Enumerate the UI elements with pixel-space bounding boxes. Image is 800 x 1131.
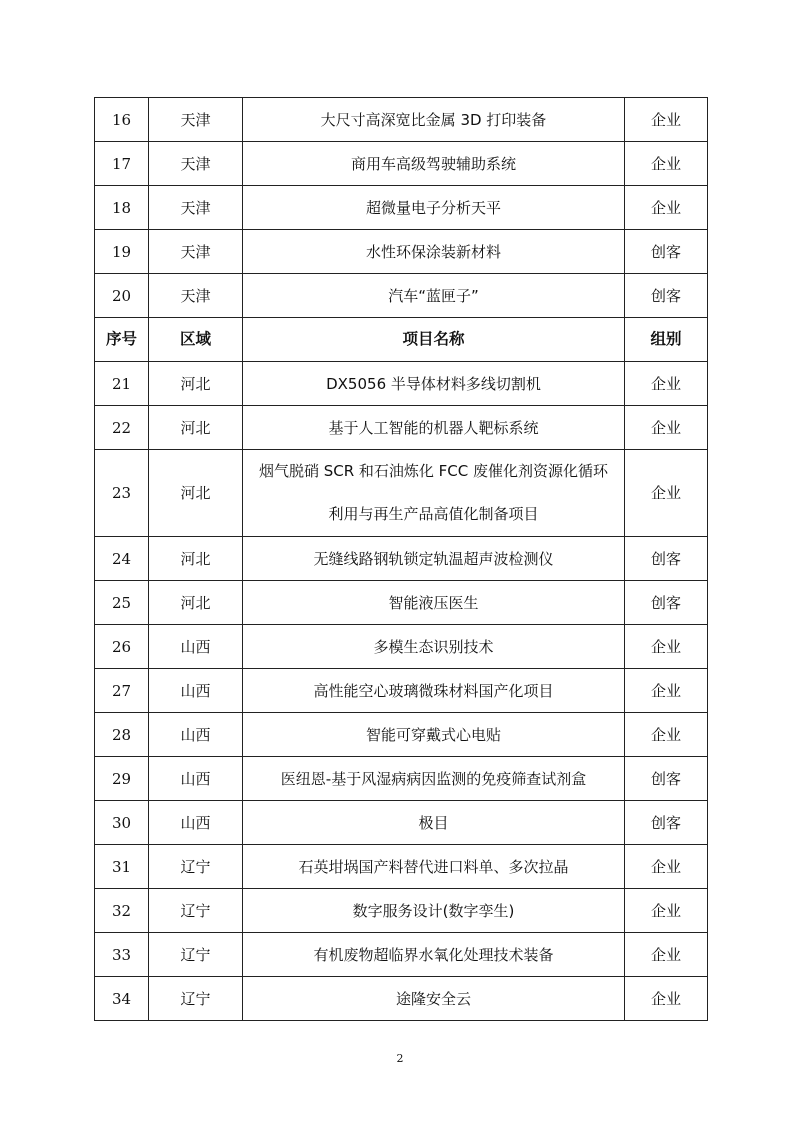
- row-region: 河北: [149, 537, 243, 581]
- row-group: 创客: [625, 274, 708, 318]
- row-project: 水性环保涂装新材料: [243, 230, 625, 274]
- table-row: [95, 889, 708, 933]
- row-group: 企业: [625, 98, 708, 142]
- row-number: 26: [95, 625, 149, 669]
- row-region: 辽宁: [149, 845, 243, 889]
- project-table: [94, 97, 708, 1021]
- header-region: 区域: [149, 318, 243, 362]
- row-group: 创客: [625, 757, 708, 801]
- table-row: [95, 406, 708, 450]
- header-group: 组别: [625, 318, 708, 362]
- row-region: 天津: [149, 142, 243, 186]
- page-number: 2: [396, 1052, 404, 1065]
- row-number: 34: [95, 977, 149, 1021]
- row-region: 山西: [149, 801, 243, 845]
- row-group: 企业: [625, 889, 708, 933]
- row-region: 山西: [149, 713, 243, 757]
- table-row: [95, 581, 708, 625]
- row-number: 21: [95, 362, 149, 406]
- row-group: 企业: [625, 977, 708, 1021]
- table-row: [95, 713, 708, 757]
- row-number: 28: [95, 713, 149, 757]
- table-row: [95, 98, 708, 142]
- row-number: 27: [95, 669, 149, 713]
- row-group: 创客: [625, 537, 708, 581]
- row-region: 天津: [149, 186, 243, 230]
- table-row: [95, 933, 708, 977]
- row-project: 有机废物超临界水氧化处理技术装备: [243, 933, 625, 977]
- row-group: 企业: [625, 669, 708, 713]
- row-number: 25: [95, 581, 149, 625]
- row-project-line-1: 烟气脱硝 SCR 和石油炼化 FCC 废催化剂资源化循环: [258, 462, 609, 480]
- row-region: 河北: [149, 581, 243, 625]
- row-region: 天津: [149, 230, 243, 274]
- row-project: [243, 450, 625, 537]
- row-region: 山西: [149, 757, 243, 801]
- row-region: 辽宁: [149, 889, 243, 933]
- row-project: 石英坩埚国产料替代进口料单、多次拉晶: [243, 845, 625, 889]
- row-project: 高性能空心玻璃微珠材料国产化项目: [243, 669, 625, 713]
- row-project: 大尺寸高深宽比金属 3D 打印装备: [243, 98, 625, 142]
- row-project: 超微量电子分析天平: [243, 186, 625, 230]
- table-row: [95, 537, 708, 581]
- table-row: [95, 450, 708, 537]
- table-row: [95, 625, 708, 669]
- row-group: 创客: [625, 581, 708, 625]
- row-number: 33: [95, 933, 149, 977]
- header-number: 序号: [95, 318, 149, 362]
- row-project-line-2: 利用与再生产品高值化制备项目: [328, 505, 539, 523]
- row-project: DX5056 半导体材料多线切割机: [243, 362, 625, 406]
- row-number: 23: [95, 450, 149, 537]
- table-row: [95, 142, 708, 186]
- row-group: 创客: [625, 230, 708, 274]
- header-project: 项目名称: [243, 318, 625, 362]
- row-region: 河北: [149, 450, 243, 537]
- row-project: 汽车“蓝匣子”: [243, 274, 625, 318]
- row-project: 途隆安全云: [243, 977, 625, 1021]
- row-group: 创客: [625, 801, 708, 845]
- table-row: [95, 230, 708, 274]
- row-number: 17: [95, 142, 149, 186]
- row-group: 企业: [625, 406, 708, 450]
- row-number: 16: [95, 98, 149, 142]
- row-region: 辽宁: [149, 977, 243, 1021]
- row-region: 河北: [149, 406, 243, 450]
- row-project: 智能可穿戴式心电贴: [243, 713, 625, 757]
- row-group: 企业: [625, 625, 708, 669]
- row-group: 企业: [625, 933, 708, 977]
- row-number: 19: [95, 230, 149, 274]
- row-number: 24: [95, 537, 149, 581]
- table-row: [95, 757, 708, 801]
- table-row: [95, 362, 708, 406]
- row-region: 天津: [149, 274, 243, 318]
- row-project: 基于人工智能的机器人靶标系统: [243, 406, 625, 450]
- row-group: 企业: [625, 450, 708, 537]
- row-group: 企业: [625, 845, 708, 889]
- row-number: 32: [95, 889, 149, 933]
- table-row: [95, 669, 708, 713]
- row-project: 数字服务设计(数字孪生): [243, 889, 625, 933]
- row-region: 天津: [149, 98, 243, 142]
- row-group: 企业: [625, 142, 708, 186]
- table-header-row: [95, 318, 708, 362]
- row-number: 22: [95, 406, 149, 450]
- row-group: 企业: [625, 713, 708, 757]
- row-number: 18: [95, 186, 149, 230]
- row-number: 29: [95, 757, 149, 801]
- row-number: 20: [95, 274, 149, 318]
- row-project: 医纽恩-基于风湿病病因监测的免疫筛查试剂盒: [243, 757, 625, 801]
- row-region: 山西: [149, 625, 243, 669]
- row-region: 辽宁: [149, 933, 243, 977]
- table-row: [95, 274, 708, 318]
- table-row: [95, 845, 708, 889]
- row-project: 无缝线路钢轨锁定轨温超声波检测仪: [243, 537, 625, 581]
- row-project: 多模生态识别技术: [243, 625, 625, 669]
- row-project: 极目: [243, 801, 625, 845]
- row-project: 智能液压医生: [243, 581, 625, 625]
- row-group: 企业: [625, 362, 708, 406]
- table-row: [95, 801, 708, 845]
- row-region: 山西: [149, 669, 243, 713]
- row-number: 30: [95, 801, 149, 845]
- row-group: 企业: [625, 186, 708, 230]
- table-row: [95, 977, 708, 1021]
- table-row: [95, 186, 708, 230]
- row-number: 31: [95, 845, 149, 889]
- row-project: 商用车高级驾驶辅助系统: [243, 142, 625, 186]
- row-region: 河北: [149, 362, 243, 406]
